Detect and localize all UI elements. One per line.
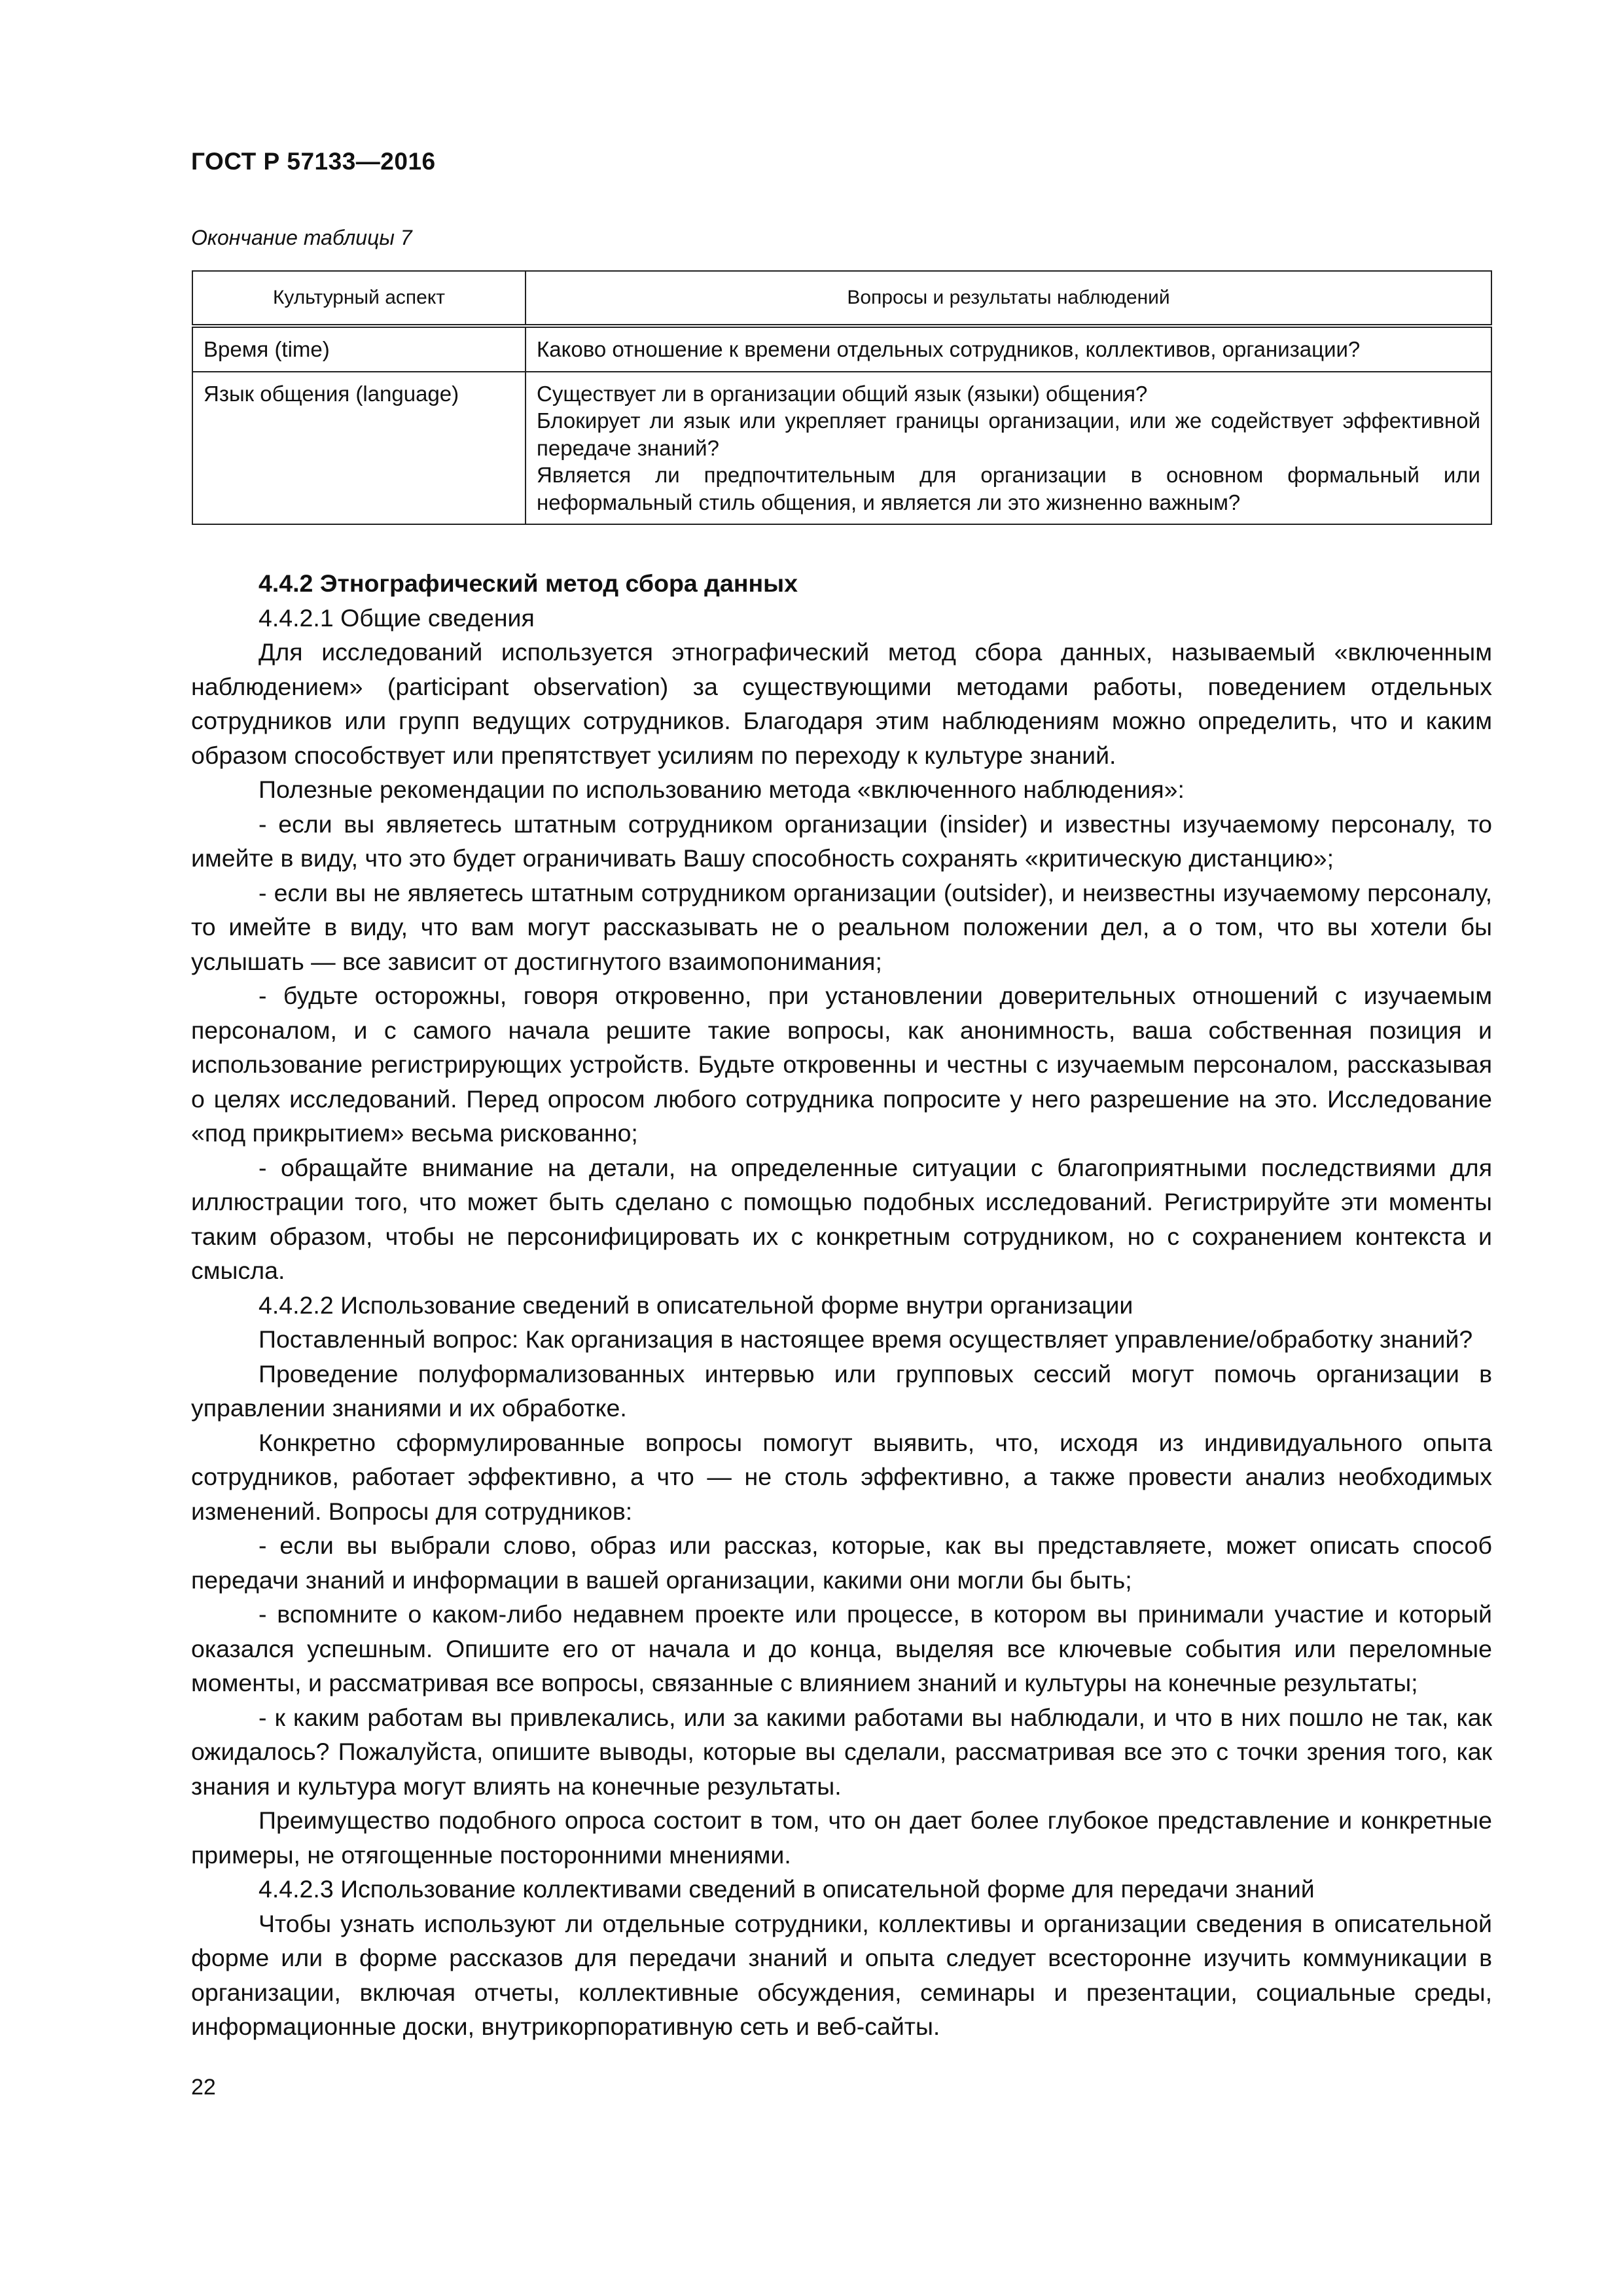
- subsection-title: 4.4.2.2 Использование сведений в описательной форме внутри организации: [259, 1291, 1133, 1319]
- list-item: - если вы выбрали слово, образ или рассказ, которые, как вы представляете, может описать способ передачи знаний и информации в вашей организации, какими они могли бы быть;: [191, 1532, 1492, 1594]
- observation-table: [192, 270, 1492, 525]
- list-item: - обращайте внимание на детали, на определенные ситуации с благоприятными последствиями для иллюстрации того, что может быть сделано с помощью подобных исследований. Регистрируйте эти моменты таким образом, чтобы не персонифицировать их с конкретным сотрудником, но с сохранением контекста и смысла.: [191, 1153, 1492, 1284]
- list-item: - к каким работам вы привлекались, или за какими работами вы наблюдали, и что в них пошло не так, как ожидалось? Пожалуйста, опишите выводы, которые вы сделали, рассматривая все это с точки зрения того, как знания и культура могут влиять на конечные результаты.: [191, 1703, 1492, 1800]
- paragraph: Поставленный вопрос: Как организация в настоящее время осуществляет управление/обработку знаний?: [259, 1325, 1473, 1353]
- list-item: - вспомните о каком-либо недавнем проекте или процессе, в котором вы принимали участие и который оказался успешным. Опишите его от начала и до конца, выделяя все ключевые события или переломные моменты, и рассматривая все вопросы, связанные с влиянием знаний и культуры на конечные результаты;: [191, 1600, 1492, 1696]
- questions-cell: [526, 326, 1491, 372]
- question-text: Является ли предпочтительным для организации в основном формальный или неформальный стиль общения, и является ли это жизненно важным?: [537, 463, 1480, 514]
- paragraph: Проведение полуформализованных интервью или групповых сессий могут помочь организации в управлении знаниями и их обработке.: [191, 1359, 1492, 1422]
- table-row: [192, 372, 1491, 525]
- list-item: - если вы не являетесь штатным сотрудником организации (outsider), и неизвестны изучаемому персоналу, то имейте в виду, что вам могут рассказывать не о реальном положении дел, а о том, что вы хотели бы услышать — все зависит от достигнутого взаимопонимания;: [191, 878, 1492, 975]
- subsection-title: 4.4.2.3 Использование коллективами сведений в описательной форме для передачи знаний: [259, 1875, 1315, 1903]
- table-header-row: [192, 271, 1491, 326]
- body-text: [191, 566, 1492, 2044]
- question-text: Каково отношение к времени отдельных сотрудников, коллективов, организации?: [537, 337, 1361, 361]
- table-row: [192, 326, 1491, 372]
- list-item: - если вы являетесь штатным сотрудником организации (insider) и известны изучаемому персоналу, то имейте в виду, что это будет ограничивать Вашу способность сохранять «критическую дистанцию»;: [191, 810, 1492, 872]
- aspect-cell: Время (time): [192, 326, 526, 372]
- paragraph: Для исследований используется этнографический метод сбора данных, называемый «включенным наблюдением» (participant observation) за существующими методами работы, поведением отдельных сотрудников или групп ведущих сотрудников. Благодаря этим наблюдениям можно определить, что и каким образом способствует или препятствует усилиям по переходу к культуре знаний.: [191, 638, 1492, 769]
- column-header-questions: Вопросы и результаты наблюдений: [526, 271, 1491, 326]
- page-number: 22: [191, 2075, 216, 2100]
- subsection-title: 4.4.2.1 Общие сведения: [259, 603, 535, 632]
- paragraph: Полезные рекомендации по использованию метода «включенного наблюдения»:: [259, 776, 1185, 803]
- paragraph: Преимущество подобного опроса состоит в том, что он дает более глубокое представление и конкретные примеры, не отягощенные посторонними мнениями.: [191, 1806, 1492, 1869]
- paragraph: Чтобы узнать используют ли отдельные сотрудники, коллективы и организации сведения в описательной форме или в форме рассказов для передачи знаний и опыта следует всесторонне изучить коммуникации в организации, включая отчеты, коллективные обсуждения, семинары и презентации, социальные среды, информационные доски, внутрикорпоративную сеть и веб-сайты.: [191, 1909, 1492, 2040]
- questions-cell: [526, 372, 1491, 525]
- paragraph: Конкретно сформулированные вопросы помогут выявить, что, исходя из индивидуального опыта сотрудников, работает эффективно, а что — не столь эффективно, а также провести анализ необходимых изменений. Вопросы для сотрудников:: [191, 1428, 1492, 1525]
- question-text: Блокирует ли язык или укрепляет границы организации, или же содействует эффективной передаче знаний?: [537, 408, 1480, 460]
- document-code: ГОСТ Р 57133—2016: [191, 148, 436, 175]
- section-heading: 4.4.2 Этнографический метод сбора данных: [259, 569, 798, 597]
- list-item: - будьте осторожны, говоря откровенно, при установлении доверительных отношений с изучаемым персоналом, и с самого начала решите такие вопросы, как анонимность, ваша собственная позиция и использование регистрирующих устройств. Будьте откровенны и честны с изучаемым персоналом, рассказывая о целях исследований. Перед опросом любого сотрудника попросите у него разрешение на это. Исследование «под прикрытием» весьма рискованно;: [191, 982, 1492, 1147]
- column-header-aspect: Культурный аспект: [192, 271, 526, 326]
- aspect-cell: Язык общения (language): [192, 372, 526, 525]
- table-caption: Окончание таблицы 7: [191, 226, 412, 249]
- question-text: Существует ли в организации общий язык (языки) общения?: [537, 381, 1148, 406]
